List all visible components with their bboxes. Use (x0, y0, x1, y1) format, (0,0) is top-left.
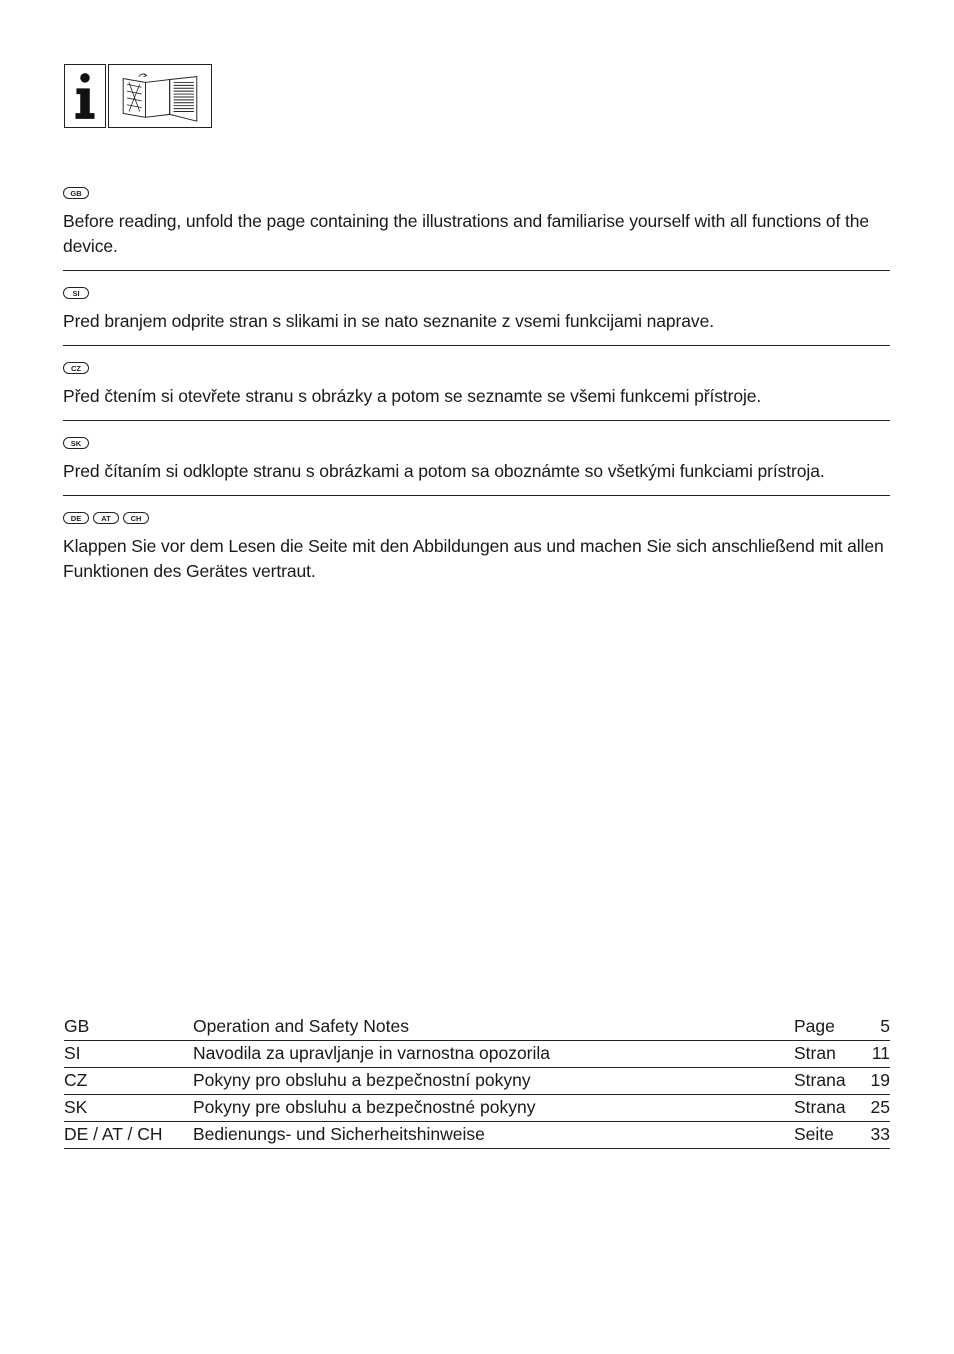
unfold-pages-icon (108, 64, 212, 128)
notice-de-at-ch (63, 511, 890, 595)
language-badges (63, 286, 890, 300)
toc-row[interactable] (64, 1068, 890, 1095)
toc-title: Navodila za upravljanje in varnostna opozorila (193, 1043, 551, 1063)
toc-title: Pokyny pre obsluhu a bezpečnostné pokyny (193, 1097, 536, 1117)
toc-page-word: Page (794, 1016, 835, 1036)
badge-sk: SK (63, 437, 89, 449)
notice-gb (63, 186, 890, 271)
badge-at: AT (93, 512, 119, 524)
toc-row[interactable] (64, 1014, 890, 1041)
badge-de: DE (63, 512, 89, 524)
toc-language-code: CZ (64, 1070, 88, 1090)
toc-title: Pokyny pro obsluhu a bezpečnostní pokyny (193, 1070, 531, 1090)
toc-page-number: 19 (870, 1070, 890, 1090)
badge-gb: GB (63, 187, 89, 199)
language-badges (63, 511, 890, 525)
toc-row[interactable] (64, 1122, 890, 1149)
toc-row[interactable] (64, 1041, 890, 1068)
notice-text: Klappen Sie vor dem Lesen die Seite mit den Abbildungen aus und machen Sie sich anschließend mit allen Funktionen des Gerätes vertraut. (63, 536, 884, 581)
toc-language-code: DE / AT / CH (64, 1124, 163, 1144)
toc-title: Operation and Safety Notes (193, 1016, 409, 1036)
toc-page-word: Stran (794, 1043, 836, 1063)
badge-si: SI (63, 287, 89, 299)
table-of-contents (64, 1014, 890, 1149)
notice-sk (63, 436, 890, 496)
toc-title: Bedienungs- und Sicherheitshinweise (193, 1124, 485, 1144)
info-icon (64, 64, 106, 128)
toc-language-code: SI (64, 1043, 81, 1063)
toc-page-word: Strana (794, 1097, 846, 1117)
notice-text: Before reading, unfold the page containing the illustrations and familiarise yourself with all functions of the device. (63, 211, 870, 256)
toc-page-number: 33 (870, 1124, 890, 1144)
notice-cz (63, 361, 890, 421)
notice-text: Před čtením si otevřete stranu s obrázky a potom se seznamte se všemi funkcemi přístroje. (63, 386, 762, 406)
toc-page-word: Seite (794, 1124, 834, 1144)
toc-language-code: SK (64, 1097, 88, 1117)
toc-page-number: 11 (871, 1043, 890, 1063)
badge-ch: CH (123, 512, 149, 524)
toc-page-word: Strana (794, 1070, 846, 1090)
toc-page-number: 25 (870, 1097, 890, 1117)
toc-language-code: GB (64, 1016, 90, 1036)
badge-cz: CZ (63, 362, 89, 374)
language-badges (63, 436, 890, 450)
notice-text: Pred branjem odprite stran s slikami in se nato seznanite z vsemi funkcijami naprave. (63, 311, 714, 331)
notice-text: Pred čítaním si odklopte stranu s obrázkami a potom sa oboznámte so všetkými funkciami prístroja. (63, 461, 825, 481)
notice-si (63, 286, 890, 346)
toc-row[interactable] (64, 1095, 890, 1122)
language-badges (63, 361, 890, 375)
language-badges (63, 186, 890, 200)
toc-page-number: 5 (880, 1016, 890, 1036)
